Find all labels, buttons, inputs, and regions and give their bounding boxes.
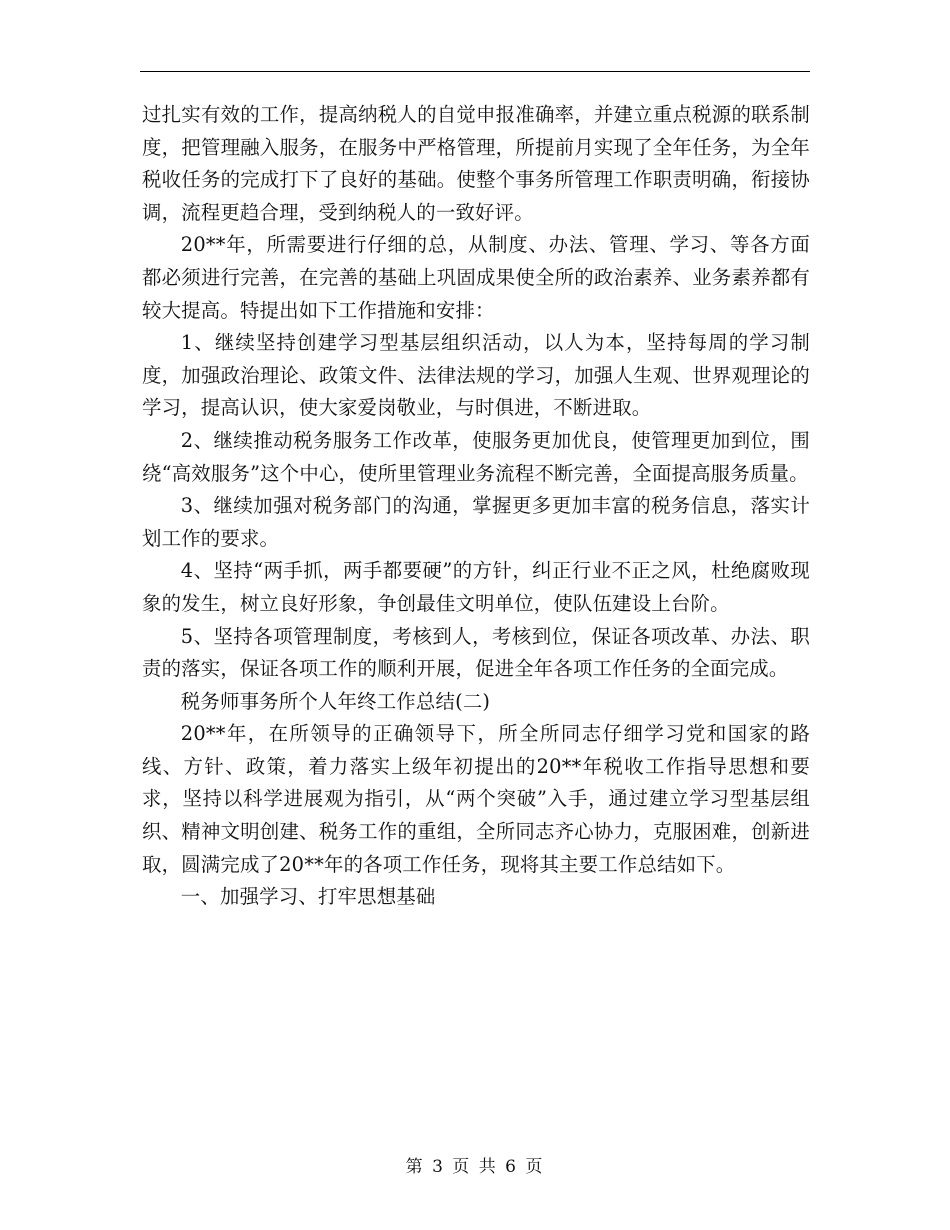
section-title: 税务师事务所个人年终工作总结(二) xyxy=(180,689,491,713)
paragraph-measure-4: 4、坚持“两手抓，两手都要硬”的方针，纠正行业不正之风，杜绝腐败现象的发生，树立良好形象，争创最佳文明单位，使队伍建设上台阶。 xyxy=(142,559,810,615)
paragraph-plan-intro: 20**年，所需要进行仔细的总，从制度、办法、管理、学习、等各方面都必须进行完善，在完善的基础上巩固成果使全所的政治素养、业务素养都有较大提高。特提出如下工作措施和安排： xyxy=(142,233,810,322)
paragraph-measure-5: 5、坚持各项管理制度，考核到人，考核到位，保证各项改革、办法、职责的落实，保证各项工作的顺利开展，促进全年各项工作任务的全面完成。 xyxy=(142,624,810,681)
section-heading: 一、加强学习、打牢思想基础 xyxy=(180,885,436,909)
paragraph-measure-2: 2、继续推动税务服务工作改革，使服务更加优良，使管理更加到位，围绕“高效服务”这个中心，使所里管理业务流程不断完善，全面提高服务质量。 xyxy=(142,428,810,485)
paragraph-measure-3: 3、继续加强对税务部门的沟通，掌握更多更加丰富的税务信息，落实计划工作的要求。 xyxy=(142,494,810,550)
paragraph-measure-1: 1、继续坚持创建学习型基层组织活动，以人为本，坚持每周的学习制度，加强政治理论、政策文件、法律法规的学习，加强人生观、世界观理论的学习，提高认识，使大家爱岗敬业，与时俱进，不断进取。 xyxy=(142,331,810,420)
page-number-footer: 第 3 页 共 6 页 xyxy=(405,1157,545,1177)
document-body xyxy=(142,99,810,914)
paragraph-summary-intro: 20**年，在所领导的正确领导下，所全所同志仔细学习党和国家的路线、方针、政策，着力落实上级年初提出的20**年税收工作指导思想和要求，坚持以科学进展观为指引，从“两个突破”入手，通过建立学习型基层组织、精神文明创建、税务工作的重组，全所同志齐心协力，克服困难，创新进取，圆满完成了20**年的各项工作任务，现将其主要工作总结如下。 xyxy=(142,722,810,876)
header-rule xyxy=(140,71,810,72)
paragraph-continuation: 过扎实有效的工作，提高纳税人的自觉申报准确率，并建立重点税源的联系制度，把管理融入服务，在服务中严格管理，所提前月实现了全年任务，为全年税收任务的完成打下了良好的基础。使整个事务所管理工作职责明确，衔接协调，流程更趋合理，受到纳税人的一致好评。 xyxy=(142,103,810,224)
